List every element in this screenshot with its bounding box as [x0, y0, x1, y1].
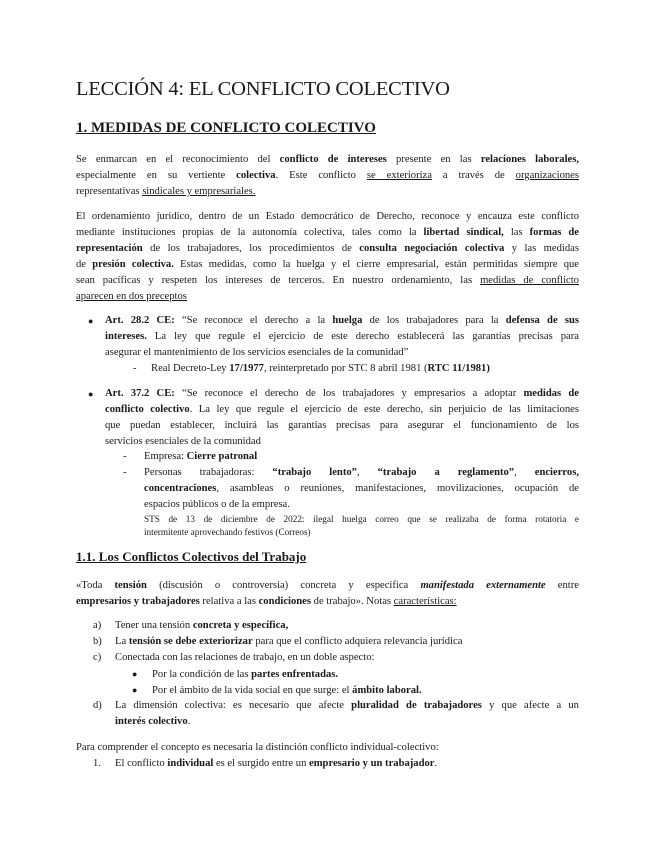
- list-item: b) La tensión se debe exteriorizar para que el conflicto adquiera relevancia jurídica: [93, 636, 463, 647]
- page-title: LECCIÓN 4: EL CONFLICTO COLECTIVO: [76, 78, 450, 100]
- intro-paragraph: Se enmarcan en el reconocimiento del conflicto de intereses presente en las relaciones laborales, especialmente en su vertiente colectiva. Este conflicto se exterioriza a través de organizaciones representativas sindicales y empresariales.: [76, 154, 580, 197]
- definition-paragraph: «Toda tensión (discusión o controversia) concreta y específica manifestada externamente entre empresarios y trabajadores relativa a las condiciones de trabajo». Notas características:: [76, 580, 579, 607]
- bullet-icon: ●: [132, 685, 138, 695]
- list-item: a) Tener una tensión concreta y específica,: [93, 620, 289, 631]
- bullet-icon: ●: [88, 389, 94, 399]
- sub-list-item-marker: -: [123, 467, 127, 478]
- legal-framework-paragraph: El ordenamiento jurídico, dentro de un Estado democrático de Derecho, reconoce y encauza este conflicto mediante instituciones propias de la autonomía colectiva, tales como la libertad sindical, las formas de representación de los trabajadores, los procedimientos de consulta negociación colectiva y las medidas de presión colectiva. Estas medidas, como la huelga y el cierre empresarial, están permitidas siempre que sean pacíficas y respeten los intereses de terceros. En nuestro ordenamiento, las medidas de conflicto aparecen en dos preceptos: [76, 211, 579, 302]
- list-item: La dimensión colectiva: es necesario que afecte pluralidad de trabajadores y que afecte a un interés colectivo.: [115, 700, 579, 727]
- sub-list-item: - Empresa: Cierre patronal: [123, 451, 258, 462]
- bullet-icon: ●: [132, 669, 138, 679]
- list-item: c) Conectada con las relaciones de trabajo, en un doble aspecto:: [93, 652, 375, 663]
- paragraph: Para comprender el concepto es necesaria la distinción conflicto individual-colectivo:: [76, 742, 439, 753]
- sub-list-item: - Real Decreto-Ley 17/1977, reinterpretado por STC 8 abril 1981 (RTC 11/1981): [133, 363, 490, 374]
- bullet-icon: ●: [88, 316, 94, 326]
- sub-list-item: ● Por el ámbito de la vida social en que surge: el ámbito laboral.: [132, 682, 422, 699]
- sub-list-item: ● Por la condición de las partes enfrentadas.: [132, 666, 338, 683]
- section-heading: 1. MEDIDAS DE CONFLICTO COLECTIVO: [76, 120, 376, 136]
- subsection-heading: 1.1. Los Conflictos Colectivos del Trabajo: [76, 549, 307, 564]
- list-item: 1. El conflicto individual es el surgido entre un empresario y un trabajador.: [93, 758, 438, 769]
- case-law-note: STS de 13 de diciembre de 2022: ilegal huelga correo que se realizaba de forma rotatoria e intermitente aprovechando festivos (Correos): [144, 514, 579, 537]
- sub-list-item: Personas trabajadoras: “trabajo lento”, “trabajo a reglamento”, encierros, concentraciones, asambleas o reuniones, manifestaciones, movilizaciones, ocupación de espacios públicos o de la empresa.: [144, 467, 579, 510]
- list-item-marker: d): [93, 700, 102, 711]
